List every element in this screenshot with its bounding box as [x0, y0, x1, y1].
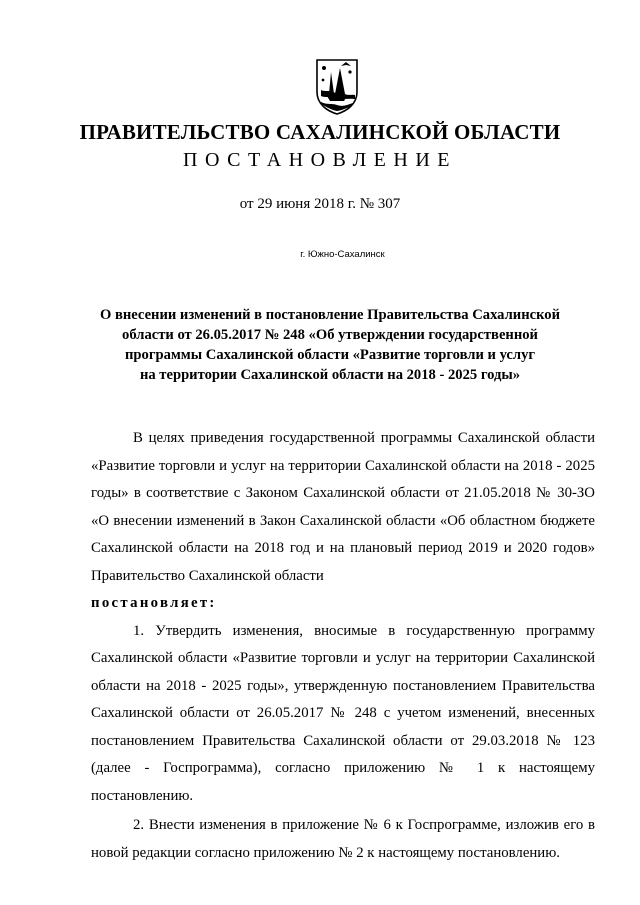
document-date-number: от 29 июня 2018 г. № 307 — [239, 196, 401, 212]
decree-line — [91, 590, 595, 618]
preamble-paragraph — [91, 425, 595, 590]
document-type: ПОСТАНОВЛЕНИЕ — [183, 149, 457, 171]
document-city: г. Южно-Сахалинск — [300, 249, 385, 260]
subject-line: области от 26.05.2017 № 248 «Об утверждении государственной — [122, 327, 538, 343]
document-body — [91, 425, 595, 867]
subject-line: программы Сахалинской области «Развитие торговли и услуг — [125, 347, 535, 363]
subject-line: на территории Сахалинской области на 2018 - 2025 годы» — [139, 367, 521, 383]
item-paragraph: 1. Утвердить изменения, вносимые в государственную программу Сахалинской области «Развитие торговли и услуг на территории Сахалинской области на 2018 - 2025 годы», утвержденную постановлением Правительства Сахалинской области от 26.05.2017 № 248 с учетом изменений, внесенных постановлением Правительства Сахалинской области от 29.03.2018 № 123 (далее - Госпрограмма), согласно приложению № 1 к настоящему постановлению. — [91, 622, 595, 804]
decree-word: постановляет: — [91, 595, 217, 611]
subject-line: О внесении изменений в постановление Правительства Сахалинской — [99, 307, 561, 323]
document-subject — [70, 305, 590, 385]
item-paragraph: 2. Внести изменения в приложение № 6 к Госпрограмме, изложив его в новой редакции согласно приложению № 2 к настоящему постановлению. — [91, 817, 595, 861]
coat-of-arms-icon — [315, 58, 359, 116]
organization-title: ПРАВИТЕЛЬСТВО САХАЛИНСКОЙ ОБЛАСТИ — [79, 120, 561, 144]
preamble-text: В целях приведения государственной программы Сахалинской области «Развитие торговли и услуг на территории Сахалинской области на 2018 - 2025 годы» в соответствие с Законом Сахалинской области от 21.05.2018 № 30-ЗО «О внесении изменений в Закон Сахалинской области «Об областном бюджете Сахалинской области на 2018 год и на плановый период 2019 и 2020 годов» Правительство Сахалинской области — [91, 430, 595, 584]
